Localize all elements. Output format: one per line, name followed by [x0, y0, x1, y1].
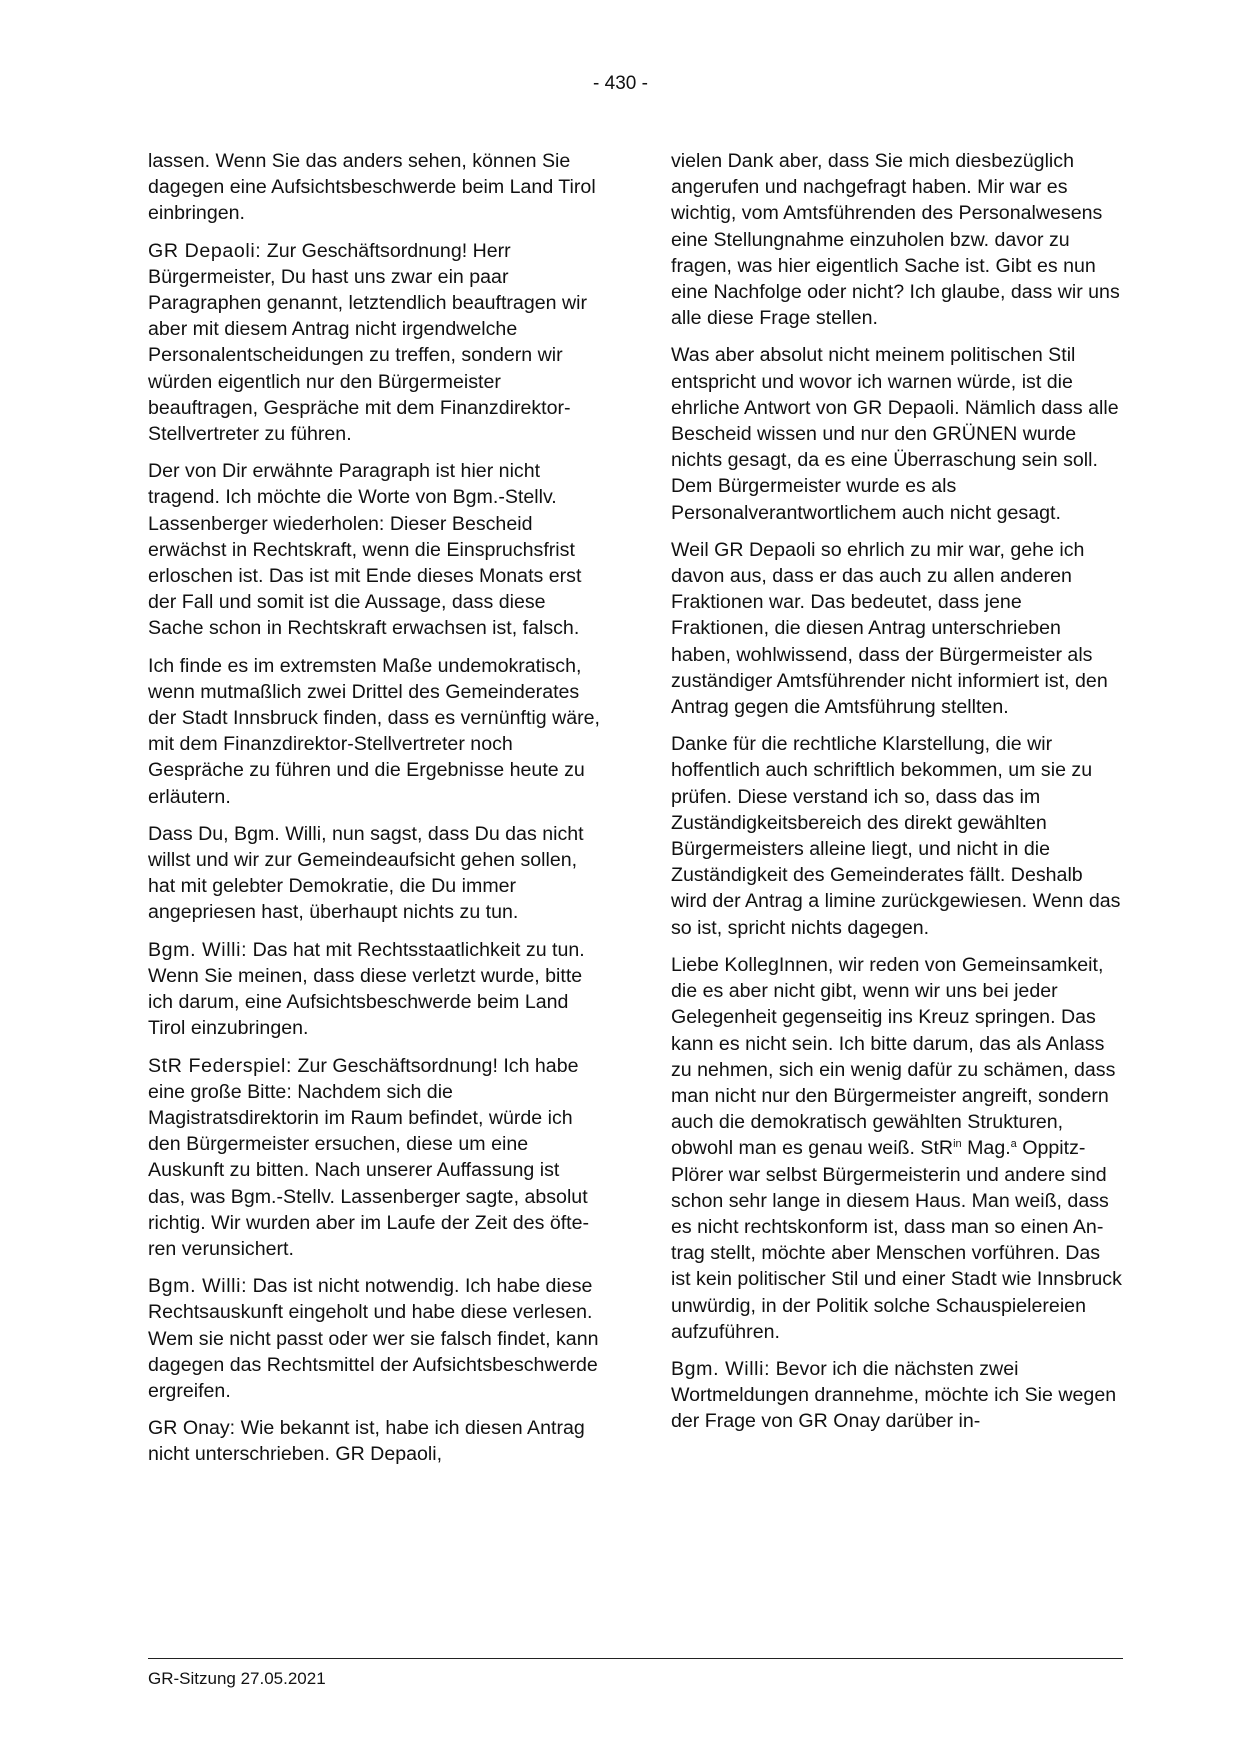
superscript: a — [1010, 1138, 1017, 1151]
speaker-name: Bgm. Willi: — [671, 1357, 771, 1380]
paragraph-text: Das hat mit Rechtsstaatlichkeit zu tun. Wenn Sie meinen, dass diese verletzt wurde, bitte ich darum, eine Aufsichtsbeschwerde beim Land Tirol einzubringen. — [148, 938, 585, 1040]
paragraph-text: lassen. Wenn Sie das anders sehen, können Sie dagegen eine Aufsichtsbeschwerde beim Land Tirol einbringen. — [148, 150, 596, 225]
paragraph-text: Ich finde es im extremsten Maße undemokratisch, wenn mutmaßlich zwei Drittel des Gemeinderates der Stadt Innsbruck finden, dass es vernünftig wäre, mit dem Finanzdirektor-Stellvertreter noch Gespräche zu führen und die Ergebnisse heute zu erläutern. — [148, 654, 600, 808]
right-column — [671, 148, 1123, 1446]
paragraph — [671, 342, 1123, 525]
paragraph-text: Bevor ich die nächsten zwei Wortmeldungen drannehme, möchte ich Sie wegen der Frage von GR Onay darüber in- — [671, 1357, 1117, 1433]
paragraph — [148, 458, 600, 641]
paragraph — [148, 937, 600, 1042]
page-number: - 430 - — [593, 73, 648, 94]
paragraph-text: Oppitz-Plörer war selbst Bürgermeisterin und andere sind schon sehr lange in diesem Haus. Man weiß, dass es nicht rechtskonform ist, dass man so einen Antrag stellt, möchte aber Menschen vorführen. Das ist kein politischer Stil und einer Stadt wie Innsbruck unwürdig, in der Politik solche Schauspielereien aufzuführen. — [671, 1137, 1122, 1343]
paragraph — [148, 238, 600, 448]
paragraph-text: Mag. — [961, 1137, 1011, 1160]
footer-divider — [148, 1658, 1123, 1659]
paragraph — [148, 1273, 600, 1404]
paragraph — [148, 148, 600, 227]
paragraph-text: vielen Dank aber, dass Sie mich diesbezüglich angerufen und nachgefragt haben. Mir war es wichtig, vom Amtsführenden des Personalwesens eine Stellungnahme einzuholen bzw. davor zu fragen, was hier eigentlich Sache ist. Gibt es nun eine Nachfolge oder nicht? Ich glaube, dass wir uns alle diese Frage stellen. — [671, 150, 1120, 330]
paragraph — [148, 1415, 600, 1467]
paragraph-text: Der von Dir erwähnte Paragraph ist hier nicht tragend. Ich möchte die Worte von Bgm.-Stellv. Lassenberger wiederholen: Dieser Bescheid erwächst in Rechtskraft, wenn die Einspruchsfrist erloschen ist. Das ist mit Ende dieses Monats erst der Fall und somit ist die Aussage, dass diese Sache schon in Rechtskraft erwachsen ist, falsch. — [148, 460, 582, 640]
speaker-name: StR Federspiel: — [148, 1054, 293, 1077]
paragraph — [148, 653, 600, 810]
paragraph-text: Zur Geschäftsordnung! Ich habe eine große Bitte: Nachdem sich die Magistratsdirektorin im Raum befindet, würde ich den Bürgermeister ersuchen, diese um eine Auskunft zu bitten. Nach unserer Auffassung ist das, was Bgm.-Stellv. Lassenberger sagte, absolut richtig. Wir wurden aber im Laufe der Zeit des öfteren verunsichert. — [148, 1054, 590, 1260]
paragraph-text: Danke für die rechtliche Klarstellung, die wir hoffentlich auch schriftlich bekommen, um sie zu prüfen. Diese verstand ich so, dass das im Zuständigkeitsbereich des direkt gewählten Bürgermeisters alleine liegt, und nicht in die Zuständigkeit des Gemeinderates fällt. Deshalb wird der Antrag a limine zurückgewiesen. Wenn das so ist, spricht nichts dagegen. — [671, 733, 1121, 939]
speaker-name: Bgm. Willi: — [148, 1275, 248, 1298]
paragraph-text: Zur Geschäftsordnung! Herr Bürgermeister, Du hast uns zwar ein paar Paragraphen genannt, letztendlich beauftragen wir aber mit diesem Antrag nicht irgendwelche Personalentscheidungen zu treffen, sondern wir würden eigentlich nur den Bürgermeister beauftragen, Gespräche mit dem Finanzdirektor-Stellvertreter zu führen. — [148, 239, 587, 446]
speaker-name: GR Onay: — [148, 1417, 236, 1440]
footer-session-date: GR-Sitzung 27.05.2021 — [148, 1669, 326, 1688]
paragraph-text: Weil GR Depaoli so ehrlich zu mir war, gehe ich davon aus, dass er das auch zu allen anderen Fraktionen war. Das bedeutet, dass jene Fraktionen, die diesen Antrag unterschrieben haben, wohlwissend, dass der Bürgermeister als zuständiger Amtsführender nicht informiert ist, den Antrag gegen die Amtsführung stellten. — [671, 538, 1108, 719]
paragraph-text: Wie bekannt ist, habe ich diesen Antrag nicht unterschrieben. GR Depaoli, — [148, 1417, 585, 1466]
paragraph — [671, 1356, 1123, 1435]
paragraph — [148, 1053, 600, 1263]
paragraph-text: Dass Du, Bgm. Willi, nun sagst, dass Du das nicht willst und wir zur Gemeindeaufsicht gehen sollen, hat mit gelebter Demokratie, die Du immer angepriesen hast, überhaupt nichts zu tun. — [148, 822, 584, 924]
paragraph-text: Was aber absolut nicht meinem politischen Stil entspricht und wovor ich warnen würde, ist die ehrliche Antwort von GR Depaoli. Nämlich dass alle Bescheid wissen und nur den GRÜNEN wurde nichts gesagt, da es eine Überraschung sein soll. Dem Bürgermeister wurde es als Personalverantwortlichem auch nicht gesagt. — [671, 344, 1119, 524]
paragraph — [671, 952, 1123, 1345]
paragraph — [671, 148, 1123, 331]
left-column — [148, 148, 600, 1479]
paragraph-text: Das ist nicht notwendig. Ich habe diese Rechtsauskunft eingeholt und habe diese verlesen. Wem sie nicht passt oder wer sie falsch findet, kann dagegen das Rechtsmittel der Aufsichtsbeschwerde ergreifen. — [148, 1275, 599, 1402]
paragraph — [671, 537, 1123, 720]
speaker-name: GR Depaoli: — [148, 239, 262, 262]
paragraph — [671, 731, 1123, 941]
paragraph — [148, 821, 600, 926]
superscript: in — [953, 1138, 962, 1151]
paragraph-text: Liebe KollegInnen, wir reden von Gemeinsamkeit, die es aber nicht gibt, wenn wir uns bei jeder Gelegenheit gegenseitig ins Kreuz springen. Das kann es nicht sein. Ich bitte darum, das als Anlass zu nehmen, sich ein wenig dafür zu schämen, dass man nicht nur den Bürgermeister angreift, sondern auch die demokratisch gewählten Strukturen, obwohl man es genau weiß. StR — [671, 953, 1116, 1160]
speaker-name: Bgm. Willi: — [148, 938, 248, 961]
